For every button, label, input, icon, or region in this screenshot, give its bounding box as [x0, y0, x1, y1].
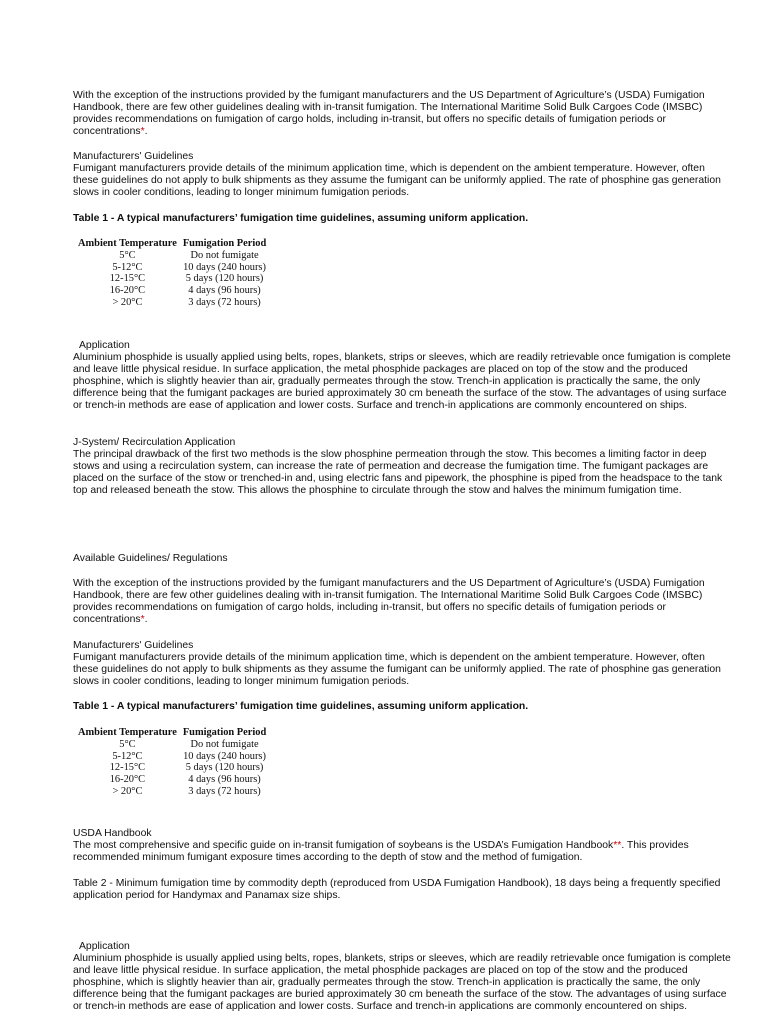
table2-caption: Table 2 - Minimum fumigation time by commodity depth (reproduced from USDA Fumigation Handbook), 18 days being a frequently specified application period for Handymax and Panamax size ships.	[73, 878, 721, 901]
manufacturers-section	[73, 640, 733, 688]
manufacturers-heading: Manufacturers' Guidelines	[73, 640, 194, 651]
manufacturers-text: Fumigant manufacturers provide details of the minimum application time, which is dependent on the ambient temperature. However, often these guidelines do not apply to bulk shipments as they assume the fumigant can be uniformly applied. The rate of phosphine gas generation slows in cooler conditions, leading to longer minimum fumigation periods.	[73, 163, 721, 198]
fumigation-table	[75, 727, 269, 798]
manufacturers-text: Fumigant manufacturers provide details of the minimum application time, which is dependent on the ambient temperature. However, often these guidelines do not apply to bulk shipments as they assume the fumigant can be uniformly applied. The rate of phosphine gas generation slows in cooler conditions, leading to longer minimum fumigation periods.	[73, 652, 721, 687]
fumigation-table	[75, 238, 269, 309]
footnote-marker: *	[140, 126, 145, 137]
available-guidelines-heading: Available Guidelines/ Regulations	[73, 553, 228, 564]
table-header: Ambient Temperature	[78, 238, 177, 249]
intro-paragraph: With the exception of the instructions provided by the fumigant manufacturers and the US Department of Agriculture’s (USDA) Fumigation Handbook, there are few other guidelines dealing with in-transit fumigation. The International Maritime Solid Bulk Cargoes Code (IMSBC) provides recommendations on fumigation of cargo holds, including in-transit, but offers no specific details of fumigation periods or concentrations*.	[73, 578, 705, 625]
jsystem-section	[73, 437, 733, 497]
application-heading: Application	[79, 340, 130, 351]
intro-paragraph: With the exception of the instructions provided by the fumigant manufacturers and the US Department of Agriculture’s (USDA) Fumigation Handbook, there are few other guidelines dealing with in-transit fumigation. The International Maritime Solid Bulk Cargoes Code (IMSBC) provides recommendations on fumigation of cargo holds, including in-transit, but offers no specific details of fumigation periods or concentrations*.	[73, 90, 705, 137]
table-row: > 20°C 3 days (72 hours)	[112, 785, 261, 797]
table-row: 12-15°C 5 days (120 hours)	[109, 273, 264, 285]
application-section	[73, 340, 733, 412]
application-text: Aluminium phosphide is usually applied using belts, ropes, blankets, strips or sleeves, which are readily retrievable once fumigation is complete and leave little physical residue. In surface application, the metal phosphide packages are placed on top of the stow and the produced phosphine, which is slightly heavier than air, gradually permeates through the stow. Trench-in application is practically the same, the only difference being that the fumigant packages are buried approximately 30 cm beneath the surface of the stow. The advantages of using surface or trench-in methods are ease of application and lower costs. Surface and trench-in applications are commonly encountered on ships.	[73, 953, 731, 1012]
table-header: Ambient Temperature	[78, 727, 177, 738]
jsystem-text: The principal drawback of the first two methods is the slow phosphine permeation through the stow. This becomes a limiting factor in deep stows and using a recirculation system, can increase the rate of permeation and decrease the fumigation time. The fumigant packages are placed on the surface of the stow or trenched-in and, using electric fans and pipework, the phosphine is piped from the headspace to the tank top and released beneath the stow. This allows the phosphine to circulate through the stow and halves the minimum fumigation time.	[73, 449, 723, 496]
table-row: 5-12°C 10 days (240 hours)	[112, 750, 266, 762]
intro-text: With the exception of the instructions provided by the fumigant manufacturers and the US Department of Agriculture’s (USDA) Fumigation Handbook, there are few other guidelines dealing with in-transit fumigation. The International Maritime Solid Bulk Cargoes Code (IMSBC) provides recommendations on fumigation of cargo holds, including in-transit, but offers no specific details of fumigation periods or concentrations	[73, 90, 705, 137]
jsystem-heading: J-System/ Recirculation Application	[73, 437, 236, 448]
table-row: > 20°C 3 days (72 hours)	[112, 296, 261, 308]
footnote-marker: **	[613, 840, 622, 851]
table1-caption: Table 1 - A typical manufacturers’ fumigation time guidelines, assuming uniform application.	[73, 213, 529, 224]
table-row: 16-20°C 4 days (96 hours)	[109, 774, 261, 786]
table-row: 12-15°C 5 days (120 hours)	[109, 762, 264, 774]
manufacturers-section	[73, 151, 733, 199]
table-header: Fumigation Period	[182, 238, 267, 249]
application-section	[73, 941, 733, 1013]
table-row: 16-20°C 4 days (96 hours)	[109, 285, 261, 297]
footnote-marker: *	[140, 614, 145, 625]
table-row: 5°C Do not fumigate	[119, 249, 259, 261]
usda-heading: USDA Handbook	[73, 828, 152, 839]
table-header: Fumigation Period	[182, 727, 267, 738]
usda-section: USDA Handbook The most comprehensive and specific guide on in-transit fumigation of soybeans is the USDA’s Fumigation Handbook**. This provides recommended minimum fumigant exposure times according to the depth of stow and the method of fumigation.	[73, 828, 689, 863]
table1-caption: Table 1 - A typical manufacturers’ fumigation time guidelines, assuming uniform application.	[73, 701, 529, 712]
usda-text: The most comprehensive and specific guide on in-transit fumigation of soybeans is the USDA’s Fumigation Handbook	[73, 840, 614, 851]
application-text: Aluminium phosphide is usually applied using belts, ropes, blankets, strips or sleeves, which are readily retrievable once fumigation is complete and leave little physical residue. In surface application, the metal phosphide packages are placed on top of the stow and the produced phosphine, which is slightly heavier than air, gradually permeates through the stow. Trench-in application is practically the same, the only difference being that the fumigant packages are buried approximately 30 cm beneath the surface of the stow. The advantages of using surface or trench-in methods are ease of application and lower costs. Surface and trench-in applications are commonly encountered on ships.	[73, 352, 731, 411]
table-row: 5-12°C 10 days (240 hours)	[112, 261, 266, 273]
manufacturers-heading: Manufacturers' Guidelines	[73, 151, 194, 162]
intro-text: With the exception of the instructions provided by the fumigant manufacturers and the US Department of Agriculture’s (USDA) Fumigation Handbook, there are few other guidelines dealing with in-transit fumigation. The International Maritime Solid Bulk Cargoes Code (IMSBC) provides recommendations on fumigation of cargo holds, including in-transit, but offers no specific details of fumigation periods or concentrations	[73, 578, 705, 625]
table-row: 5°C Do not fumigate	[119, 738, 259, 750]
application-heading: Application	[79, 941, 130, 952]
